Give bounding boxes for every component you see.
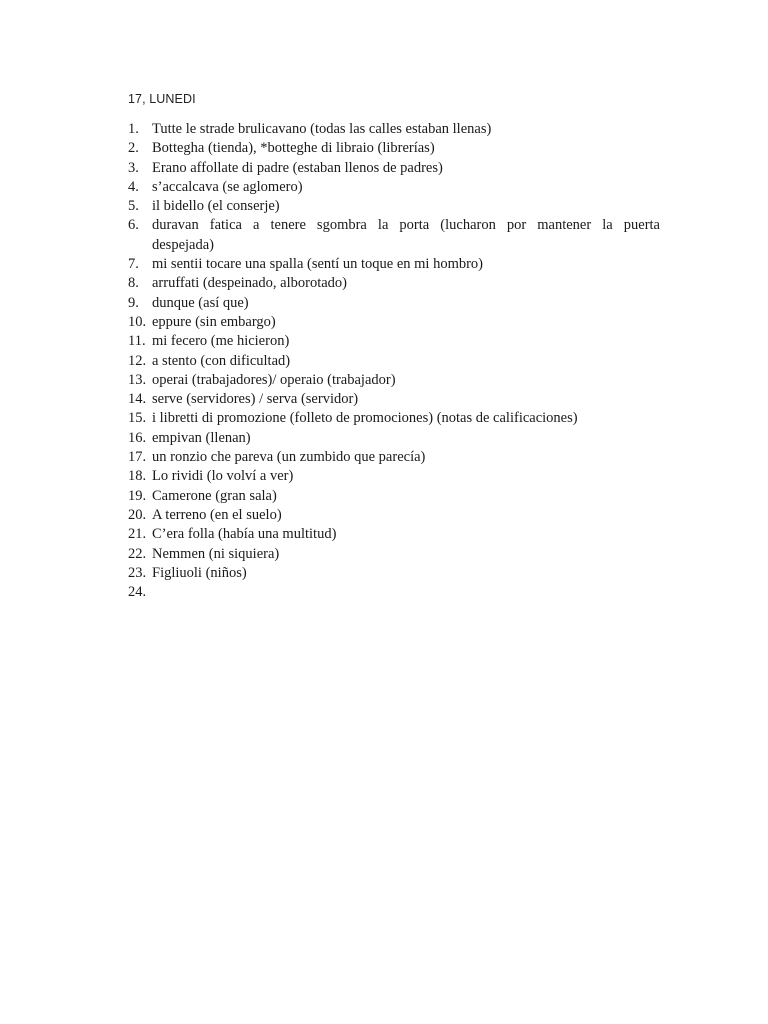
item-text: a stento (con dificultad) bbox=[152, 352, 291, 369]
item-text: Tutte le strade brulicavano (todas las calles estaban llenas) bbox=[152, 121, 492, 137]
item-text: serve (servidores) / serva (servidor) bbox=[152, 391, 359, 408]
list-item bbox=[128, 274, 660, 293]
list-item bbox=[128, 525, 660, 544]
item-number: 11. bbox=[128, 333, 146, 350]
item-text: dunque (así que) bbox=[152, 294, 249, 311]
item-text: i libretti di promozione (folleto de promociones) (notas de calificaciones) bbox=[152, 410, 578, 427]
list-item bbox=[128, 178, 660, 197]
list-item bbox=[128, 216, 660, 255]
item-number: 16. bbox=[128, 429, 147, 446]
page-heading: 17, LUNEDI bbox=[128, 92, 196, 106]
item-number: 10. bbox=[128, 313, 147, 330]
item-number: 17. bbox=[128, 449, 147, 466]
item-text bbox=[152, 583, 660, 602]
item-number: 5. bbox=[128, 198, 139, 215]
list-item bbox=[128, 139, 660, 158]
item-text: Bottegha (tienda), *botteghe di libraio (librerías) bbox=[152, 140, 435, 157]
list-item bbox=[128, 390, 660, 409]
item-number: 9. bbox=[128, 294, 139, 311]
item-number: 13. bbox=[128, 371, 147, 388]
list-item bbox=[128, 467, 660, 486]
list-item bbox=[128, 583, 660, 602]
item-text: A terreno (en el suelo) bbox=[152, 506, 282, 523]
item-text: Figliuoli (niños) bbox=[152, 564, 247, 581]
item-number: 14. bbox=[128, 391, 147, 408]
list-item bbox=[128, 487, 660, 506]
item-number: 8. bbox=[128, 275, 139, 292]
item-text bbox=[152, 216, 660, 255]
item-text: Camerone (gran sala) bbox=[152, 487, 277, 504]
item-text: Nemmen (ni siquiera) bbox=[152, 545, 280, 562]
item-number: 21. bbox=[128, 526, 147, 543]
list-item bbox=[128, 429, 660, 448]
item-text-line-2: despejada) bbox=[152, 236, 214, 253]
item-number: 15. bbox=[128, 410, 147, 427]
item-text: arruffati (despeinado, alborotado) bbox=[152, 275, 347, 292]
list-item bbox=[128, 448, 660, 467]
list-item bbox=[128, 159, 660, 178]
item-number: 4. bbox=[128, 178, 139, 195]
item-text: C’era folla (había una multitud) bbox=[152, 526, 337, 543]
list-item bbox=[128, 564, 660, 583]
item-number: 18. bbox=[128, 468, 147, 485]
item-number: 1. bbox=[128, 121, 139, 137]
item-text: empivan (llenan) bbox=[152, 429, 251, 446]
item-number: 12. bbox=[128, 352, 147, 369]
item-number: 22. bbox=[128, 545, 147, 562]
item-text: un ronzio che pareva (un zumbido que parecía) bbox=[152, 449, 426, 466]
list-item bbox=[128, 255, 660, 274]
list-item bbox=[128, 371, 660, 390]
item-text: Lo rividi (lo volví a ver) bbox=[152, 468, 294, 485]
item-text: Erano affollate di padre (estaban llenos de padres) bbox=[152, 159, 443, 176]
vocabulary-list bbox=[128, 120, 660, 602]
list-item bbox=[128, 294, 660, 313]
list-item bbox=[128, 352, 660, 371]
item-text: s’accalcava (se aglomero) bbox=[152, 178, 303, 195]
item-text-line-1: duravan fatica a tenere sgombra la porta (lucharon por mantener la puerta bbox=[152, 217, 660, 234]
item-number: 6. bbox=[128, 217, 139, 234]
item-number: 23. bbox=[128, 564, 147, 581]
list-item bbox=[128, 332, 660, 351]
list-item bbox=[128, 545, 660, 564]
item-text: il bidello (el conserje) bbox=[152, 198, 280, 215]
item-text: operai (trabajadores)/ operaio (trabajador) bbox=[152, 371, 396, 388]
list-item bbox=[128, 197, 660, 216]
item-number: 20. bbox=[128, 506, 147, 523]
list-item bbox=[128, 409, 660, 428]
item-number: 24. bbox=[128, 584, 147, 601]
item-text: mi fecero (me hicieron) bbox=[152, 333, 290, 350]
item-number: 7. bbox=[128, 256, 139, 273]
item-number: 3. bbox=[128, 159, 139, 176]
list-item bbox=[128, 313, 660, 332]
list-item bbox=[128, 506, 660, 525]
item-number: 19. bbox=[128, 487, 147, 504]
item-text: eppure (sin embargo) bbox=[152, 313, 276, 330]
item-text: mi sentii tocare una spalla (sentí un toque en mi hombro) bbox=[152, 256, 484, 273]
list-item bbox=[128, 120, 660, 139]
item-number: 2. bbox=[128, 140, 139, 157]
